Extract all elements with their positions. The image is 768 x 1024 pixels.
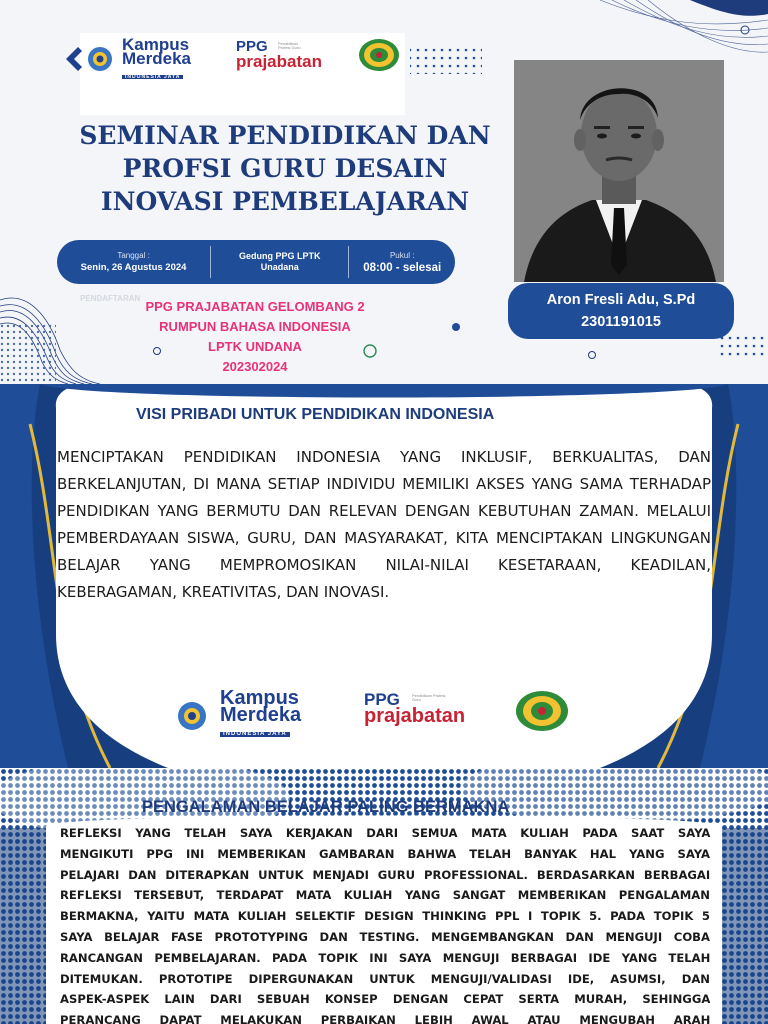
presenter-id: 2301191015 bbox=[581, 314, 661, 330]
program-line-2: RUMPUN BAHASA INDONESIA bbox=[159, 319, 351, 334]
indonesia-jaya-text-bottom: INDONESIA JAYA bbox=[220, 732, 290, 737]
visi-heading: VISI PRIBADI UNTUK PENDIDIKAN INDONESIA bbox=[136, 406, 495, 423]
program-line-4: 202302024 bbox=[222, 359, 288, 374]
ppg-subtext: Pendidikan Profesi Guru bbox=[278, 41, 301, 51]
refleksi-line: SAYA BELAJAR FASE PROTOTYPING DAN TESTING. MENGEMBANGKAN DAN MENGUJI COBA bbox=[60, 929, 710, 944]
university-seal-icon bbox=[514, 690, 570, 732]
time-label: Pukul : bbox=[389, 250, 415, 260]
prajabatan-text: prajabatan bbox=[236, 51, 322, 71]
indonesia-jaya-text: INDONESIA JAYA bbox=[122, 75, 183, 79]
date-cell bbox=[57, 251, 210, 273]
refleksi-body bbox=[60, 823, 710, 1024]
kampus-merdeka-emblem-icon bbox=[170, 696, 216, 732]
merdeka-text: Merdeka bbox=[122, 49, 191, 69]
ppg-prajabatan-logo bbox=[236, 40, 322, 69]
presenter-name: Aron Fresli Adu, S.Pd bbox=[546, 292, 696, 308]
portrait-icon bbox=[514, 60, 724, 282]
venue-line1: Gedung PPG LPTK bbox=[239, 251, 321, 261]
presenter-name-box bbox=[508, 283, 734, 339]
time-cell bbox=[349, 251, 455, 274]
date-label: Tanggal : bbox=[117, 251, 150, 260]
refleksi-line: PELAJARI DAN DITERAPKAN UNTUK MENJADI GURU PROFESSIONAL. BERDASARKAN BERBAGAI bbox=[60, 867, 711, 882]
kampus-merdeka-logo bbox=[62, 35, 191, 80]
visi-body: MENCIPTAKAN PENDIDIKAN INDONESIA YANG INKLUSIF, BERKUALITAS, DAN BERKELANJUTAN, DI MANA SETIAP INDIVIDU MEMILIKI AKSES YANG SAMA TERHADAP PENDIDIKAN YANG BERMUTU DAN RELEVAN DENGAN KEBUTUHAN ZAMAN. MELALUI PEMBERDAYAAN SISWA, GURU, DAN MASYARAKAT, KITA MENCIPTAKAN LINGKUNGAN BELAJAR YANG MEMPROMOSIKAN NILAI-NILAI KESETARAAN, KEADILAN, KEBERAGAMAN, KREATIVITAS, DAN INOVASI. bbox=[57, 448, 711, 601]
refleksi-line: BERMAKNA, YAITU MATA KULIAH SELEKTIF DESIGN THINKING PPL I TOPIK 5. PADA TOPIK 5 bbox=[60, 909, 710, 924]
time-value: 08:00 - selesai bbox=[363, 261, 442, 274]
program-line-1: PPG PRAJABATAN GELOMBANG 2 bbox=[145, 299, 365, 314]
faded-registration-text: PENDAFTARAN bbox=[80, 294, 141, 303]
kampus-merdeka-emblem-icon bbox=[62, 44, 118, 74]
ppg-text-bottom: PPG bbox=[364, 690, 400, 709]
refleksi-line: ASPEK-ASPEK LAIN DARI SEBUAH KONSEP DENGAN CEPAT SERTA MURAH, SEHINGGA bbox=[60, 992, 711, 1007]
prajabatan-text-bottom: prajabatan bbox=[364, 705, 466, 728]
refleksi-line: PERANCANG DAPAT MELAKUKAN PERBAIKAN LEBIH AWAL ATAU MENGUBAH ARAH bbox=[60, 1013, 711, 1024]
refleksi-line: MENGIKUTI PPG INI MEMBERIKAN GAMBARAN BAHWA TELAH BANYAK HAL YANG SAYA bbox=[60, 846, 710, 861]
pengalaman-heading: PENGALAMAN BELAJAR PALING BERMAKNA bbox=[142, 798, 510, 816]
venue-cell bbox=[210, 246, 349, 278]
refleksi-line: DITEMUKAN. PROTOTIPE DIPERGUNAKAN UNTUK MENGUJI/VALIDASI IDE, ASUMSI, DAN bbox=[60, 971, 710, 986]
refleksi-line: REFLEKSI YANG TELAH SAYA KERJAKAN DARI SEMUA MATA KULIAH PADA SAAT SAYA bbox=[60, 826, 711, 840]
program-line-3: LPTK UNDANA bbox=[208, 339, 302, 354]
date-value: Senin, 26 Agustus 2024 bbox=[80, 262, 187, 273]
ppg-prajabatan-logo-bottom bbox=[364, 690, 466, 728]
refleksi-line: RANCANGAN PEMBELAJARAN. PADA TOPIK INI SAYA MENGUJI BERBAGAI IDE YANG TELAH bbox=[60, 950, 711, 965]
program-info bbox=[140, 297, 370, 377]
ppg-text: PPG bbox=[236, 38, 268, 55]
ppg-subtext-bottom: Pendidikan Profesi Guru bbox=[412, 693, 446, 703]
kampus-merdeka-logo-bottom bbox=[170, 687, 302, 738]
merdeka-text-bottom: Merdeka bbox=[220, 704, 302, 726]
kampus-text-bottom: Kampus bbox=[220, 687, 299, 709]
kampus-text: Kampus bbox=[122, 35, 190, 54]
university-seal-icon bbox=[357, 38, 401, 72]
seminar-title: SEMINAR PENDIDIKAN DAN PROFSI GURU DESAIN INOVASI PEMBELAJARAN bbox=[79, 121, 491, 216]
venue-line2: Unadana bbox=[260, 262, 299, 272]
presenter-photo bbox=[514, 60, 724, 282]
event-info-bar bbox=[57, 240, 455, 284]
refleksi-line: REFLEKSI TERSEBUT, TERDAPAT MATA KULIAH YANG SANGAT MEMBERIKAN PENGALAMAN bbox=[60, 888, 710, 903]
